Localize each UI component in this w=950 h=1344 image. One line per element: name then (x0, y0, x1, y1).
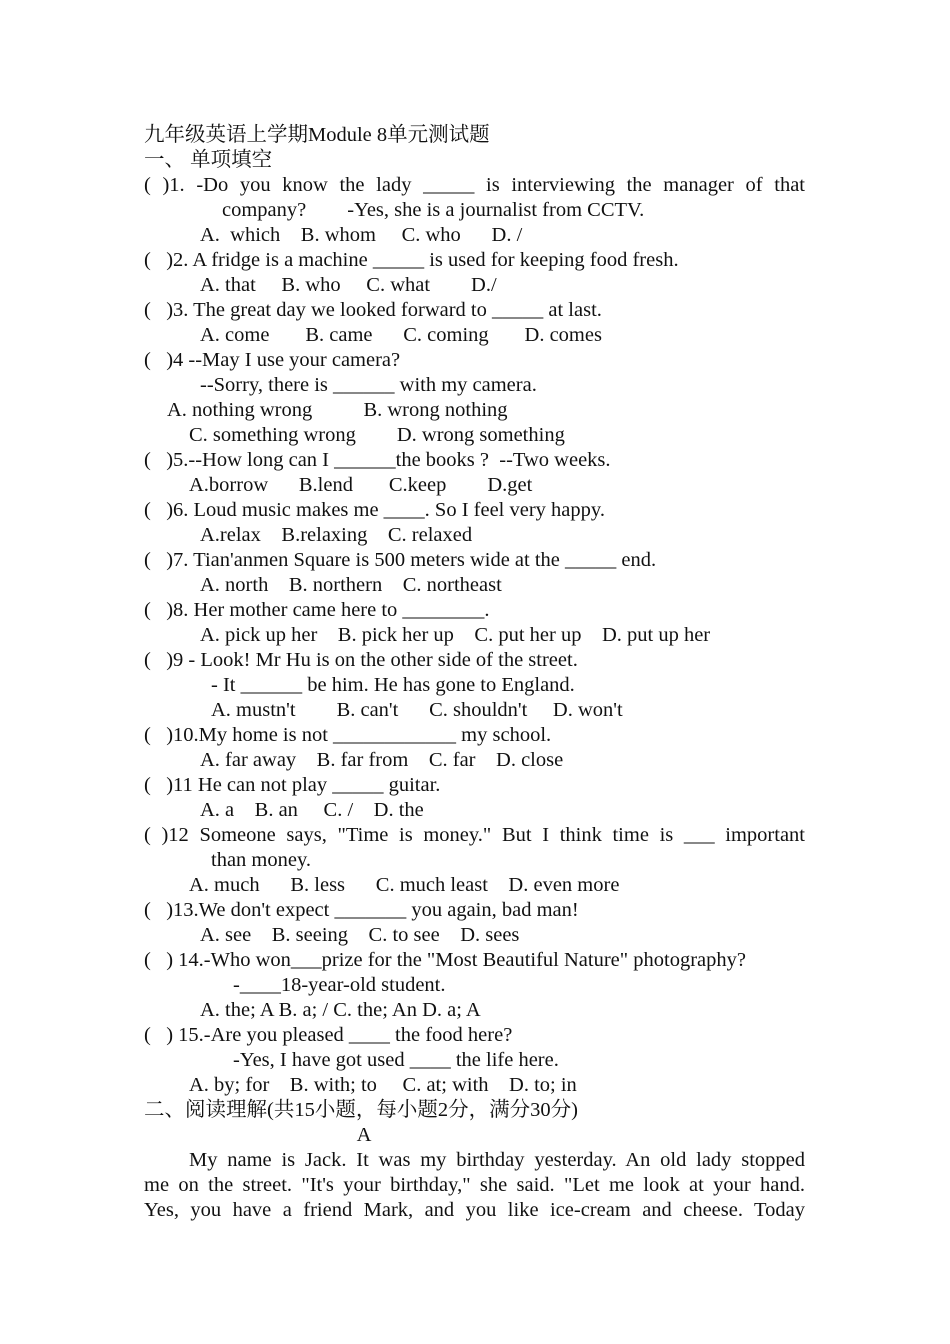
question-line: ( )12 Someone says, "Time is money." But I think time is ___ important (144, 824, 805, 846)
question-line: company? -Yes, she is a journalist from CCTV. (222, 199, 645, 221)
page-title: 九年级英语上学期Module 8单元测试题 (144, 124, 490, 146)
question-line: ( ) 15.-Are you pleased ____ the food here? (144, 1024, 513, 1046)
question-line: ( ) 14.-Who won___prize for the "Most Beautiful Nature" photography? (144, 949, 746, 971)
option-line: A. that B. who C. what D./ (200, 274, 497, 296)
option-line: A. much B. less C. much least D. even more (189, 874, 620, 896)
passage-label: A (356, 1124, 372, 1146)
question-line: - It ______ be him. He has gone to England. (211, 674, 575, 696)
passage-line: My name is Jack. It was my birthday yesterday. An old lady stopped (189, 1149, 805, 1171)
option-line: A. by; for B. with; to C. at; with D. to; in (189, 1074, 577, 1096)
section-heading: 一、 单项填空 (144, 149, 273, 171)
option-line: C. something wrong D. wrong something (189, 424, 565, 446)
question-line: ( )6. Loud music makes me ____. So I feel very happy. (144, 499, 605, 521)
question-line: --Sorry, there is ______ with my camera. (200, 374, 537, 396)
question-line: -____18-year-old student. (233, 974, 446, 996)
option-line: A.relax B.relaxing C. relaxed (200, 524, 473, 546)
question-line: -Yes, I have got used ____ the life here. (233, 1049, 559, 1071)
option-line: A. north B. northern C. northeast (200, 574, 502, 596)
question-line: ( )7. Tian'anmen Square is 500 meters wide at the _____ end. (144, 549, 657, 571)
passage-line: me on the street. "It's your birthday," she said. "Let me look at your hand. (144, 1174, 805, 1196)
option-line: A. mustn't B. can't C. shouldn't D. won't (211, 699, 623, 721)
option-line: A. a B. an C. / D. the (200, 799, 424, 821)
question-line: ( )4 --May I use your camera? (144, 349, 401, 371)
question-line: ( )8. Her mother came here to ________. (144, 599, 490, 621)
question-line: ( )11 He can not play _____ guitar. (144, 774, 441, 796)
option-line: A.borrow B.lend C.keep D.get (189, 474, 533, 496)
question-line: ( )3. The great day we looked forward to _____ at last. (144, 299, 602, 321)
question-line: ( )5.--How long can I ______the books ? --Two weeks. (144, 449, 611, 471)
question-line: ( )2. A fridge is a machine _____ is used for keeping food fresh. (144, 249, 679, 271)
section-heading: 二、阅读理解(共15小题，每小题2分，满分30分) (144, 1099, 578, 1121)
option-line: A. pick up her B. pick her up C. put her up D. put up her (200, 624, 711, 646)
option-line: A. which B. whom C. who D. / (200, 224, 523, 246)
question-line: ( )10.My home is not ____________ my school. (144, 724, 552, 746)
question-line: than money. (211, 849, 312, 871)
option-line: A. come B. came C. coming D. comes (200, 324, 602, 346)
question-line: ( )9 - Look! Mr Hu is on the other side of the street. (144, 649, 578, 671)
option-line: A. nothing wrong B. wrong nothing (167, 399, 508, 421)
passage-line: Yes, you have a friend Mark, and you like ice-cream and cheese. Today (144, 1199, 805, 1221)
option-line: A. the; A B. a; / C. the; An D. a; A (200, 999, 481, 1021)
question-line: ( )1. -Do you know the lady _____ is interviewing the manager of that (144, 174, 805, 196)
question-line: ( )13.We don't expect _______ you again, bad man! (144, 899, 579, 921)
option-line: A. see B. seeing C. to see D. sees (200, 924, 520, 946)
option-line: A. far away B. far from C. far D. close (200, 749, 564, 771)
